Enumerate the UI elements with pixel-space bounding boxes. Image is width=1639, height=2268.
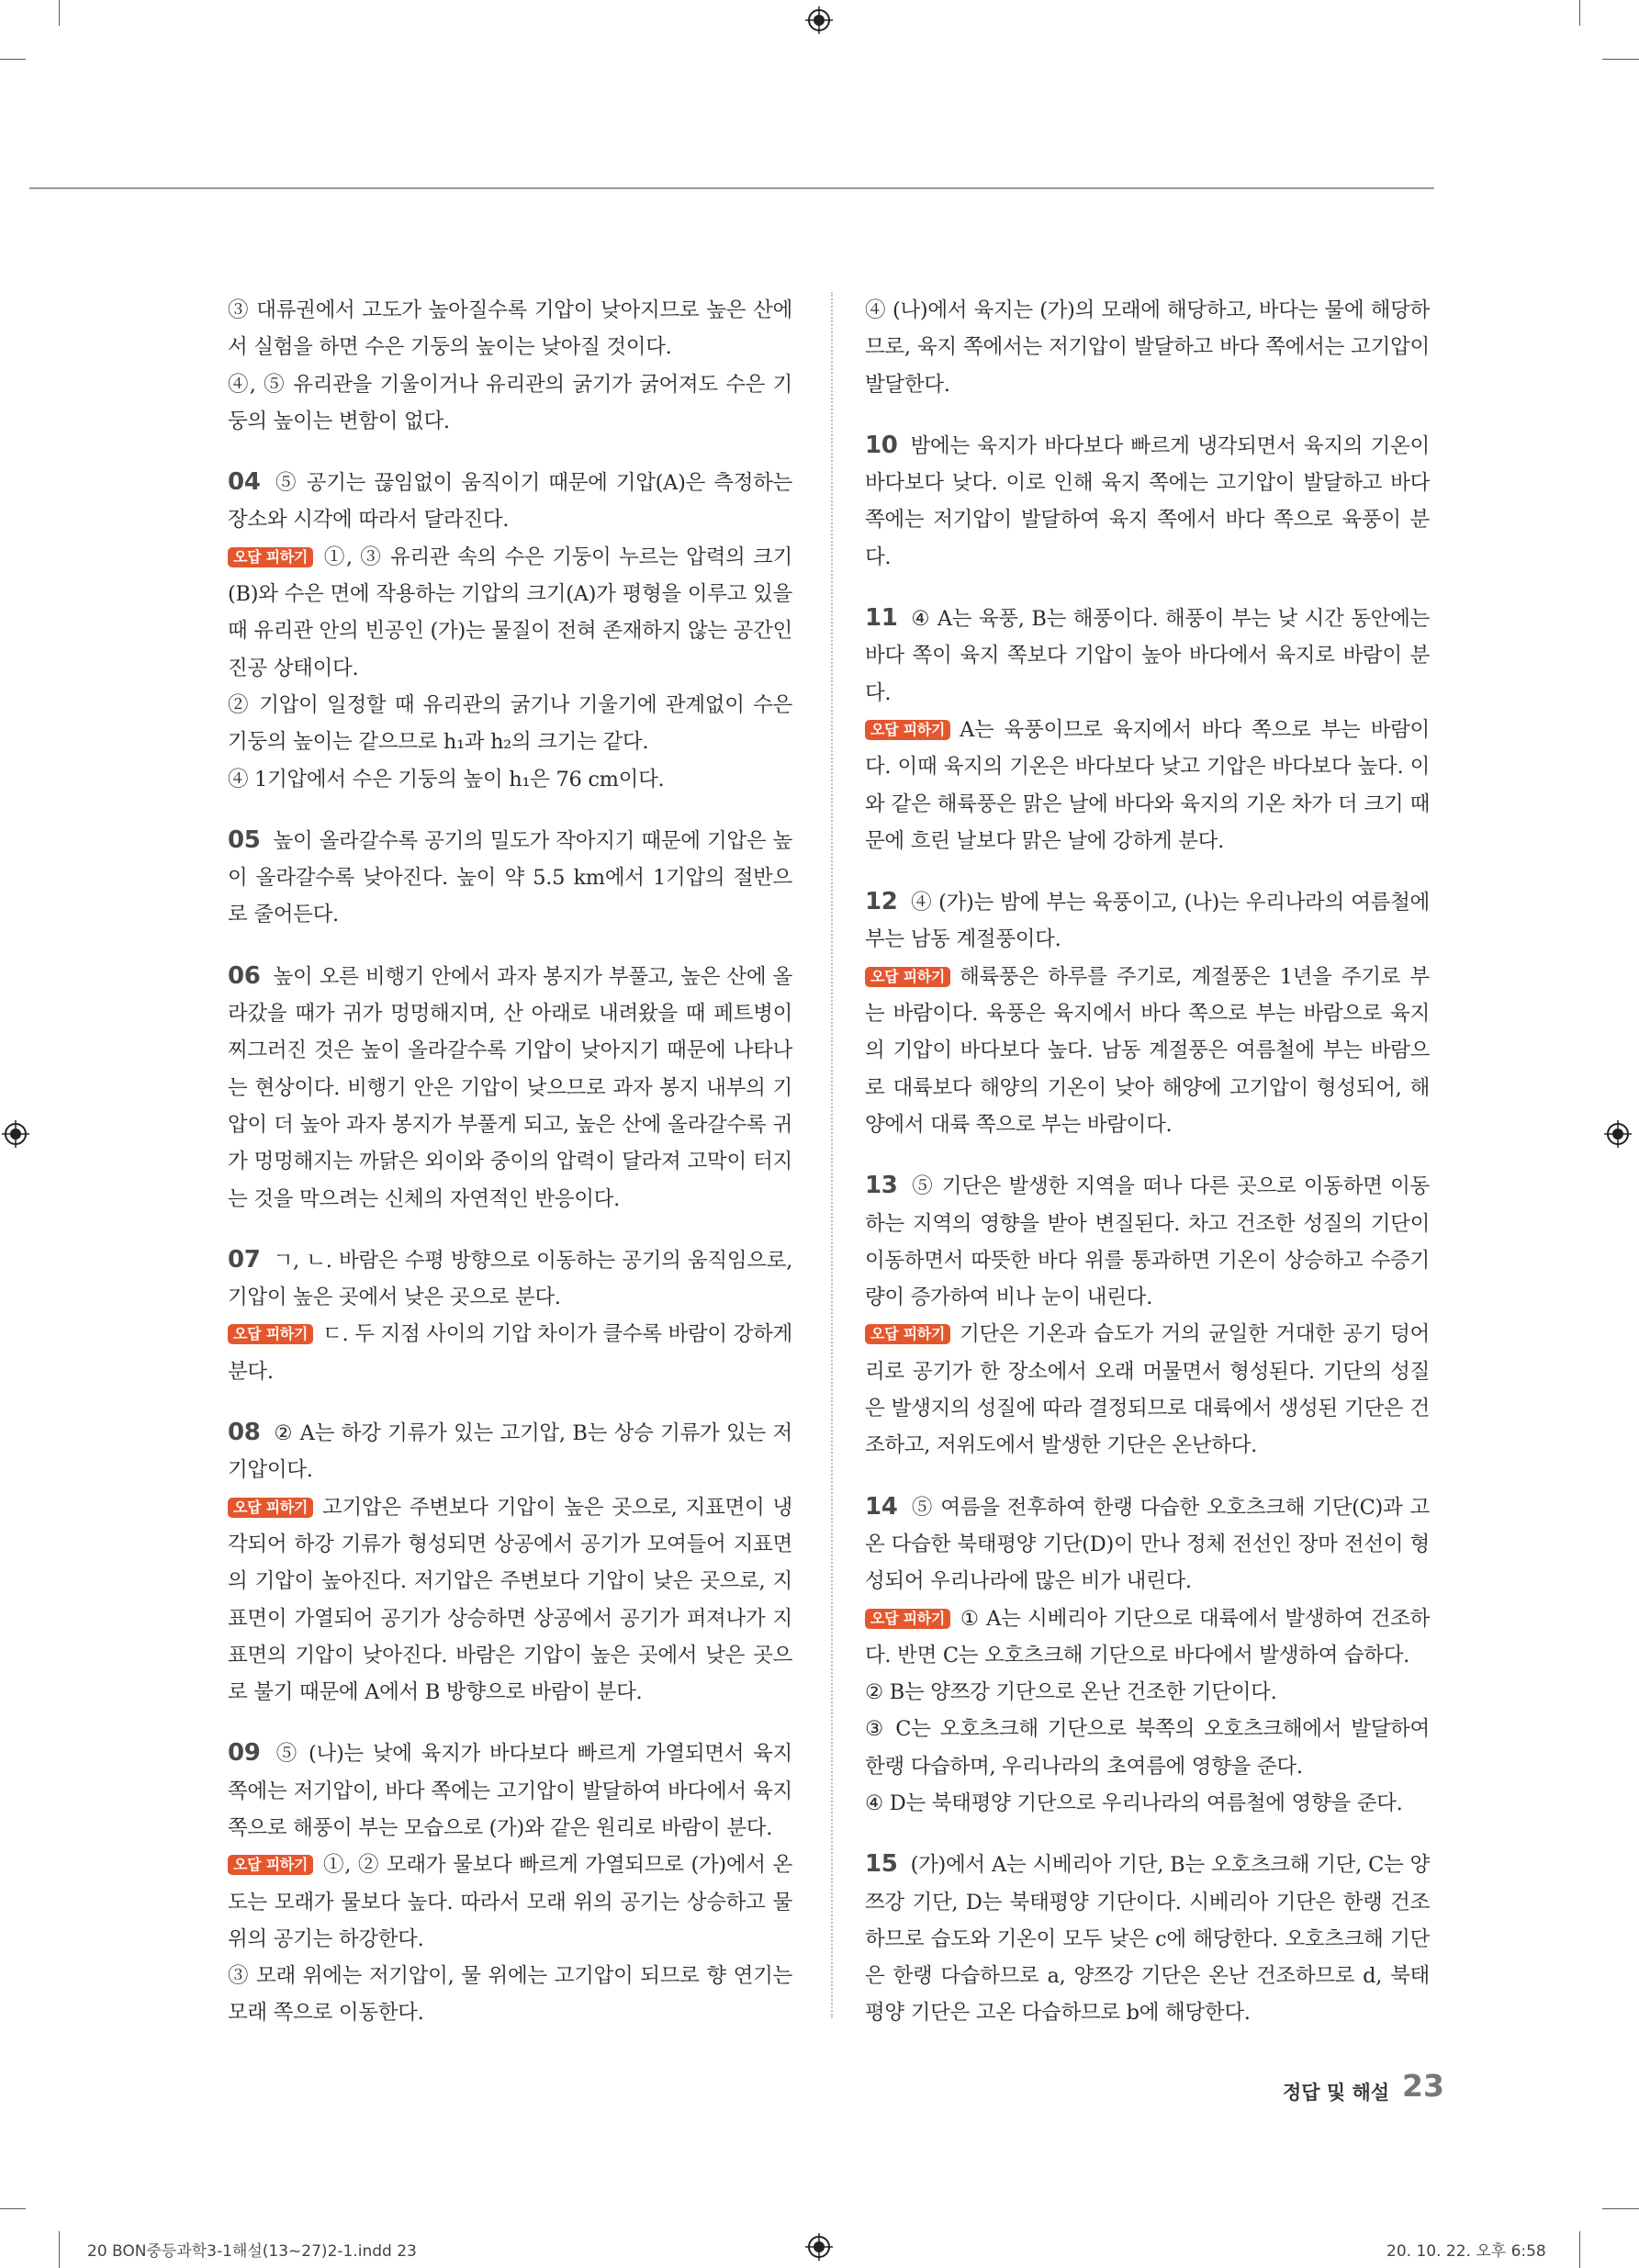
answer-paragraph: [228, 1489, 792, 1712]
paragraph-text: ⑤ 여름을 전후하여 한랭 다습한 오호츠크해 기단(C)과 고온 다습한 북태평양 기단(D)이 만나 정체 전선인 장마 전선이 형성되어 우리나라에 많은 비가 내린다.: [865, 1495, 1430, 1594]
paragraph-text: ② 기압이 일정할 때 유리관의 굵기나 기울기에 관계없이 수은 기둥의 높이는 같으므로 h₁과 h₂의 크기는 같다.: [228, 692, 792, 755]
answer-11: [865, 600, 1430, 859]
question-number: 14: [865, 1492, 898, 1521]
answer-06: [228, 958, 792, 1218]
answer-continuation: [228, 292, 792, 440]
answer-paragraph: [228, 1316, 792, 1390]
answer-paragraph: [228, 1241, 792, 1317]
question-number: 05: [228, 825, 261, 854]
crop-mark: [1602, 59, 1639, 60]
crop-mark: [1579, 2231, 1580, 2268]
wrong-answer-tag: 오답 피하기: [865, 967, 950, 987]
paragraph-text: ② B는 양쯔강 기단으로 온난 건조한 기단이다.: [865, 1680, 1277, 1705]
paragraph-text: 고기압은 주변보다 기압이 높은 곳으로, 지표면이 냉각되어 하강 기류가 형성되면 상공에서 공기가 모여들어 지표면의 기압이 높아진다. 저기압은 주변보다 기압이 낮은 곳으로, 지표면이 가열되어 공기가 상승하면 상공에서 공기가 퍼져나가 지표면의 기압이 낮아진다. 바람은 기압이 높은 곳에서 낮은 곳으로 불기 때문에 A에서 B 방향으로 바람이 분다.: [228, 1495, 792, 1705]
answer-paragraph: [228, 687, 792, 761]
answer-paragraph: [865, 959, 1430, 1143]
question-number: 12: [865, 888, 898, 916]
right-column: [865, 292, 1430, 2056]
crop-mark: [0, 59, 26, 60]
answer-paragraph: [865, 292, 1430, 403]
paragraph-text: ④ A는 육풍, B는 해풍이다. 해풍이 부는 낮 시간 동안에는 바다 쪽이 육지 쪽보다 기압이 높아 바다에서 육지로 바람이 분다.: [865, 607, 1430, 705]
answer-paragraph: [865, 1785, 1430, 1822]
crop-mark: [59, 0, 60, 26]
registration-mark-icon: [2, 1120, 29, 1148]
answer-paragraph: [228, 1735, 792, 1847]
answer-continuation: [865, 292, 1430, 403]
crop-mark: [1602, 2208, 1639, 2209]
wrong-answer-tag: 오답 피하기: [865, 1324, 950, 1344]
answer-paragraph: [228, 1414, 792, 1489]
question-number: 07: [228, 1245, 261, 1274]
wrong-answer-tag: 오답 피하기: [228, 547, 313, 567]
paragraph-text: (가)에서 A는 시베리아 기단, B는 오호츠크해 기단, C는 양쯔강 기단, D는 북태평양 기단이다. 시베리아 기단은 한랭 건조하므로 습도와 기온이 모두 낮은 c에 해당한다. 오호츠크해 기단은 한랭 다습하므로 a, 양쯔강 기단은 온난 건조하므로 d, 북태평양 기단은 고온 다습하므로 b에 해당한다.: [865, 1853, 1430, 2026]
paragraph-text: 높이 올라갈수록 공기의 밀도가 작아지기 때문에 기압은 높이 올라갈수록 낮아진다. 높이 약 5.5 km에서 1기압의 절반으로 줄어든다.: [228, 828, 792, 927]
answer-paragraph: [865, 1488, 1430, 1600]
answer-paragraph: [228, 292, 792, 366]
answer-paragraph: [865, 600, 1430, 712]
paragraph-text: A는 육풍이므로 육지에서 바다 쪽으로 부는 바람이다. 이때 육지의 기온은 바다보다 낮고 기압은 바다보다 높다. 이와 같은 해륙풍은 맑은 날에 바다와 육지의 기온 차가 더 크기 때문에 흐린 날보다 맑은 날에 강하게 분다.: [865, 717, 1430, 853]
registration-mark-icon: [805, 6, 833, 34]
question-number: 15: [865, 1850, 898, 1879]
question-number: 06: [228, 961, 261, 990]
registration-mark-icon: [1604, 1120, 1632, 1148]
answer-paragraph: [228, 539, 792, 687]
answer-paragraph: [228, 464, 792, 539]
paragraph-text: ⑤ 기단은 발생한 지역을 떠나 다른 곳으로 이동하면 이동하는 지역의 영향을 받아 변질된다. 차고 건조한 성질의 기단이 이동하면서 따뜻한 바다 위를 통과하면 기온이 상승하고 수증기량이 증가하여 비나 눈이 내린다.: [865, 1174, 1430, 1310]
answer-08: [228, 1414, 792, 1711]
answer-14: [865, 1488, 1430, 1823]
wrong-answer-tag: 오답 피하기: [228, 1324, 313, 1344]
answer-05: [228, 822, 792, 934]
answer-paragraph: [865, 1846, 1430, 2031]
wrong-answer-tag: 오답 피하기: [865, 1609, 950, 1629]
answer-paragraph: [865, 1600, 1430, 1675]
question-number: 09: [228, 1739, 261, 1768]
paragraph-text: ㄷ. 두 지점 사이의 기압 차이가 클수록 바람이 강하게 분다.: [228, 1322, 792, 1384]
answer-12: [865, 883, 1430, 1143]
paragraph-text: ④ (가)는 밤에 부는 육풍이고, (나)는 우리나라의 여름철에 부는 남동 계절풍이다.: [865, 891, 1430, 952]
paragraph-text: ② A는 하강 기류가 있는 고기압, B는 상승 기류가 있는 저기압이다.: [228, 1421, 792, 1483]
paragraph-text: ①, ③ 유리관 속의 수은 기둥이 누르는 압력의 크기(B)와 수은 면에 작용하는 기압의 크기(A)가 평형을 이루고 있을 때 유리관 안의 빈공인 (가)는 물질이 전혀 존재하지 않는 공간인 진공 상태이다.: [228, 545, 792, 680]
answer-10: [865, 427, 1430, 576]
paragraph-text: ③ 대류권에서 고도가 높아질수록 기압이 낮아지므로 높은 산에서 실험을 하면 수은 기둥의 높이는 낮아질 것이다.: [228, 298, 792, 360]
paragraph-text: 밤에는 육지가 바다보다 빠르게 냉각되면서 육지의 기온이 바다보다 낮다. 이로 인해 육지 쪽에는 고기압이 발달하고 바다 쪽에는 저기압이 발달하여 육지 쪽에서 바다 쪽으로 육풍이 분다.: [865, 433, 1430, 569]
paragraph-text: ④ (나)에서 육지는 (가)의 모래에 해당하고, 바다는 물에 해당하므로, 육지 쪽에서는 저기압이 발달하고 바다 쪽에서는 고기압이 발달한다.: [865, 298, 1430, 397]
header-rule: [29, 187, 1434, 189]
answer-paragraph: [865, 427, 1430, 576]
answer-paragraph: [865, 1167, 1430, 1316]
answer-04: [228, 464, 792, 798]
answer-15: [865, 1846, 1430, 2031]
paragraph-text: ⑤ (나)는 낮에 육지가 바다보다 빠르게 가열되면서 육지 쪽에는 저기압이, 바다 쪽에는 고기압이 발달하여 바다에서 육지 쪽으로 해풍이 부는 모습으로 (가)와 같은 원리로 바람이 분다.: [228, 1742, 792, 1840]
answer-paragraph: [865, 1711, 1430, 1785]
paragraph-text: ③ 모래 위에는 저기압이, 물 위에는 고기압이 되므로 향 연기는 모래 쪽으로 이동한다.: [228, 1964, 792, 2026]
paragraph-text: ⑤ 공기는 끊임없이 움직이기 때문에 기압(A)은 측정하는 장소와 시각에 따라서 달라진다.: [228, 471, 792, 533]
wrong-answer-tag: 오답 피하기: [228, 1855, 313, 1875]
answer-paragraph: [228, 761, 792, 798]
answer-paragraph: [865, 1316, 1430, 1464]
answer-paragraph: [865, 883, 1430, 959]
answer-paragraph: [228, 1958, 792, 2032]
left-column: [228, 292, 792, 2056]
paragraph-text: ④ 1기압에서 수은 기둥의 높이 h₁은 76 cm이다.: [228, 767, 665, 792]
answer-paragraph: [228, 1847, 792, 1958]
question-number: 11: [865, 604, 898, 633]
paragraph-text: ④ D는 북태평양 기단으로 우리나라의 여름철에 영향을 준다.: [865, 1791, 1403, 1815]
paragraph-text: 해륙풍은 하루를 주기로, 계절풍은 1년을 주기로 부는 바람이다. 육풍은 육지에서 바다 쪽으로 부는 바람으로 육지의 기압이 바다보다 높다. 남동 계절풍은 여름철에 부는 바람으로 대륙보다 해양의 기온이 낮아 해양에 고기압이 형성되어, 해양에서 대륙 쪽으로 부는 바람이다.: [865, 964, 1430, 1137]
crop-mark: [0, 2208, 26, 2209]
answer-13: [865, 1167, 1430, 1464]
question-number: 13: [865, 1172, 898, 1200]
paragraph-text: ①, ② 모래가 물보다 빠르게 가열되므로 (가)에서 온도는 모래가 물보다 높다. 따라서 모래 위의 공기는 상승하고 물 위의 공기는 하강한다.: [228, 1853, 792, 1951]
footer-section-label: 정답 및 해설: [1283, 2082, 1390, 2104]
column-divider: [831, 292, 833, 2018]
question-number: 04: [228, 468, 261, 497]
answer-paragraph: [865, 712, 1430, 859]
page-number: 23: [1402, 2068, 1444, 2104]
registration-mark-icon: [805, 2233, 833, 2261]
answer-paragraph: [865, 1674, 1430, 1711]
answer-paragraph: [228, 366, 792, 441]
wrong-answer-tag: 오답 피하기: [228, 1498, 313, 1518]
wrong-answer-tag: 오답 피하기: [865, 720, 950, 740]
crop-mark: [1579, 0, 1580, 26]
slug-filename: 20 BON중등과학3-1해설(13~27)2-1.indd 23: [87, 2242, 417, 2261]
answer-paragraph: [228, 822, 792, 934]
paragraph-text: ④, ⑤ 유리관을 기울이거나 유리관의 굵기가 굵어져도 수은 기둥의 높이는 변함이 없다.: [228, 372, 792, 433]
paragraph-text: ㄱ, ㄴ. 바람은 수평 방향으로 이동하는 공기의 움직임으로, 기압이 높은 곳에서 낮은 곳으로 분다.: [228, 1248, 792, 1310]
crop-mark: [59, 2231, 60, 2268]
paragraph-text: ① A는 시베리아 기단으로 대륙에서 발생하여 건조하다. 반면 C는 오호츠크해 기단으로 바다에서 발생하여 습하다.: [865, 1606, 1430, 1667]
slug-timestamp: 20. 10. 22. 오후 6:58: [1386, 2242, 1546, 2261]
paragraph-text: ③ C는 오호츠크해 기단으로 북쪽의 오호츠크해에서 발달하여 한랭 다습하며, 우리나라의 초여름에 영향을 준다.: [865, 1717, 1430, 1779]
question-number: 10: [865, 431, 898, 459]
question-number: 08: [228, 1419, 261, 1447]
answer-07: [228, 1241, 792, 1390]
paragraph-text: 높이 오른 비행기 안에서 과자 봉지가 부풀고, 높은 산에 올라갔을 때가 귀가 멍멍해지며, 산 아래로 내려왔을 때 페트병이 찌그러진 것은 높이 올라갈수록 기압이 낮아지기 때문에 나타나는 현상이다. 비행기 안은 기압이 낮으므로 과자 봉지 내부의 기압이 더 높아 과자 봉지가 부풀게 되고, 높은 산에 올라갈수록 귀가 멍멍해지는 까닭은 외이와 중이의 압력이 달라져 고막이 터지는 것을 막으려는 신체의 자연적인 반응이다.: [228, 964, 792, 1211]
answer-09: [228, 1735, 792, 2031]
paragraph-text: 기단은 기온과 습도가 거의 균일한 거대한 공기 덩어리로 공기가 한 장소에서 오래 머물면서 형성된다. 기단의 성질은 발생지의 성질에 따라 결정되므로 대륙에서 생성된 기단은 건조하고, 저위도에서 발생한 기단은 온난하다.: [865, 1322, 1430, 1458]
answer-paragraph: [228, 958, 792, 1218]
